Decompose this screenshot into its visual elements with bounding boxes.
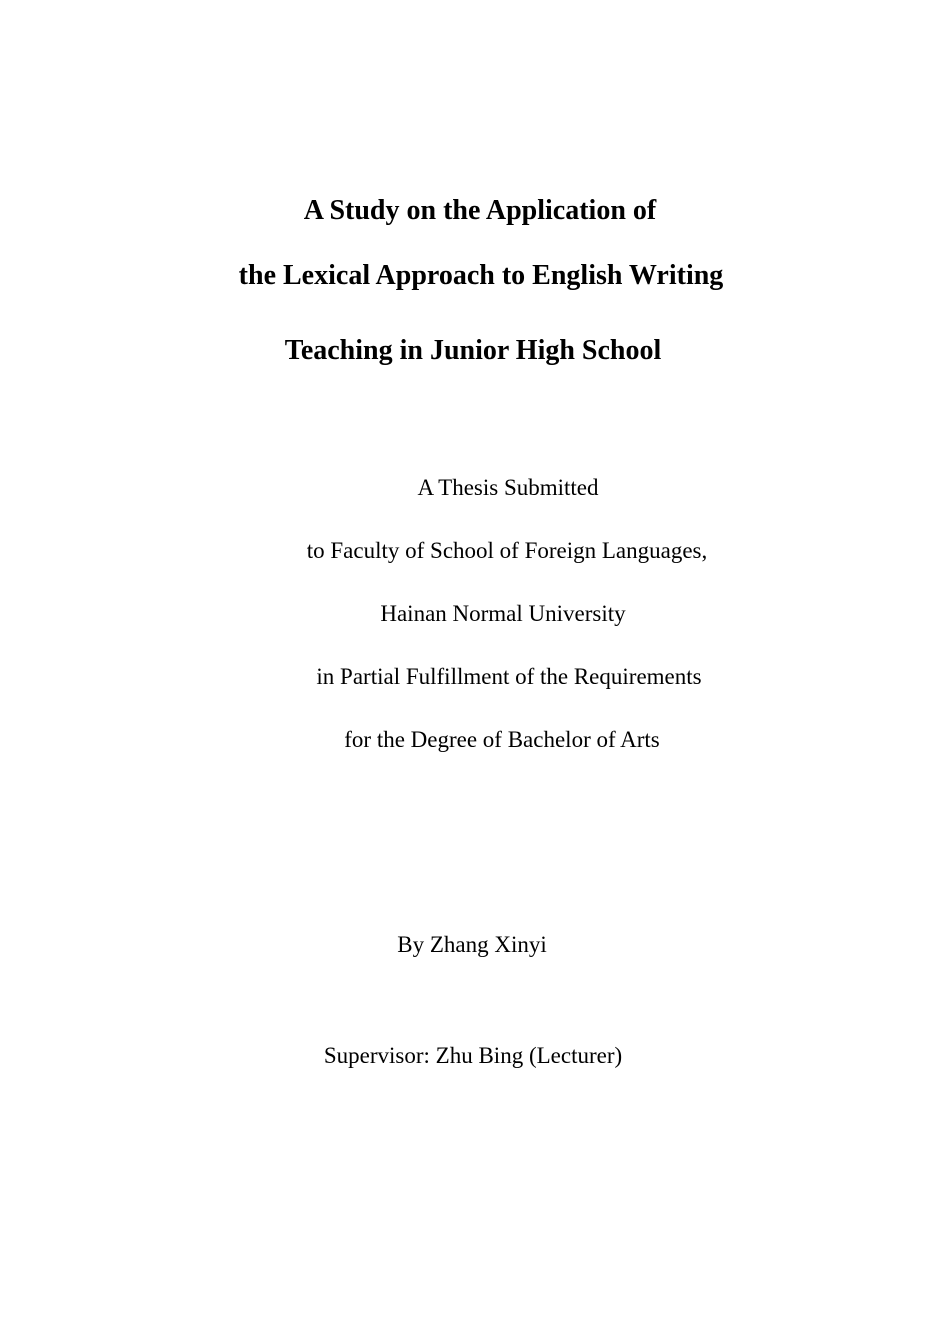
- submission-line-2: to Faculty of School of Foreign Languages,: [306, 538, 708, 563]
- author-name: By Zhang Xinyi: [397, 932, 547, 957]
- submission-line-4: in Partial Fulfillment of the Requirements: [316, 664, 702, 689]
- submission-line-1: A Thesis Submitted: [417, 475, 599, 500]
- submission-line-3: Hainan Normal University: [380, 601, 626, 626]
- title-line-3: Teaching in Junior High School: [284, 335, 662, 366]
- submission-line-5: for the Degree of Bachelor of Arts: [344, 727, 660, 752]
- supervisor-name: Supervisor: Zhu Bing (Lecturer): [323, 1043, 623, 1068]
- title-line-2: the Lexical Approach to English Writing: [238, 260, 724, 291]
- title-line-1: A Study on the Application of: [303, 195, 657, 226]
